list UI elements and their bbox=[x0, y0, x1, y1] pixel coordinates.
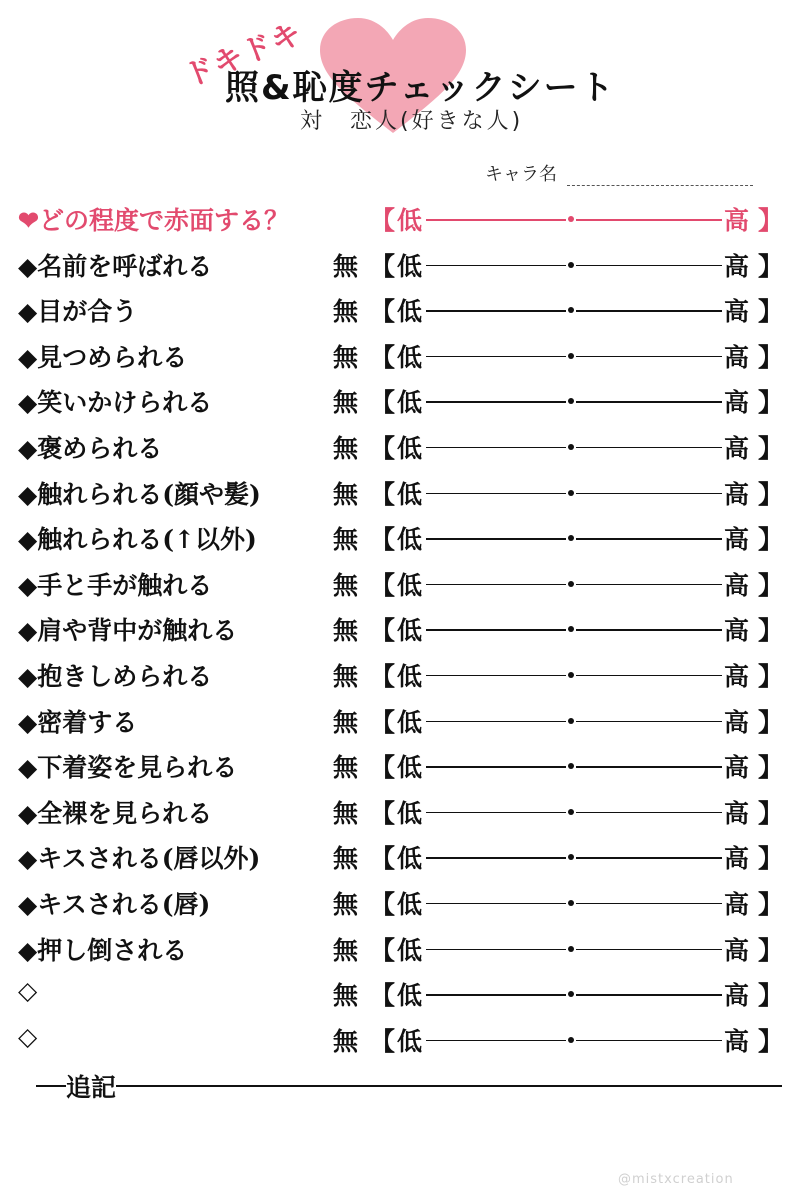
checklist-row bbox=[0, 516, 811, 562]
level-scale[interactable] bbox=[370, 429, 784, 463]
open-bracket: 【 bbox=[370, 661, 396, 691]
checklist-row bbox=[0, 699, 811, 745]
character-name-line[interactable] bbox=[567, 165, 753, 186]
close-bracket: 】 bbox=[758, 570, 784, 600]
close-bracket: 】 bbox=[758, 388, 784, 418]
scale-midpoint[interactable] bbox=[568, 946, 574, 952]
open-bracket: 【 bbox=[370, 342, 396, 372]
scale-line-right[interactable] bbox=[576, 538, 722, 540]
low-label: 低 bbox=[397, 935, 423, 965]
checklist-row bbox=[0, 881, 811, 927]
scale-line-left[interactable] bbox=[426, 1040, 566, 1042]
checklist-row bbox=[0, 653, 811, 699]
scale-line-left[interactable] bbox=[426, 584, 566, 586]
blush-question-row bbox=[0, 197, 811, 243]
dokidoki-label: ドキドキ bbox=[179, 15, 308, 95]
scale-line-left[interactable] bbox=[426, 401, 566, 403]
checklist-row bbox=[0, 243, 811, 289]
high-label: 高 bbox=[724, 661, 750, 691]
open-bracket: 【 bbox=[370, 570, 396, 600]
low-label: 低 bbox=[397, 206, 423, 235]
close-bracket: 】 bbox=[758, 525, 784, 555]
notes-line[interactable] bbox=[116, 1085, 782, 1087]
low-label: 低 bbox=[397, 479, 423, 509]
low-label: 低 bbox=[397, 525, 423, 555]
high-label: 高 bbox=[724, 753, 750, 783]
high-label: 高 bbox=[724, 297, 750, 327]
level-scale[interactable] bbox=[370, 839, 784, 874]
question-label: ◆目が合う bbox=[18, 297, 138, 327]
checklist-row bbox=[0, 379, 811, 425]
scale-line-right[interactable] bbox=[576, 447, 722, 449]
low-label: 低 bbox=[397, 798, 423, 828]
close-bracket: 】 bbox=[758, 844, 784, 874]
page-subtitle: 対 恋人(好きな人) bbox=[300, 109, 524, 134]
checklist-row bbox=[0, 972, 811, 1018]
level-scale[interactable] bbox=[370, 1022, 784, 1056]
none-option[interactable]: 無 bbox=[333, 707, 359, 737]
scale-midpoint[interactable] bbox=[568, 854, 574, 860]
none-option[interactable]: 無 bbox=[333, 661, 359, 691]
level-scale[interactable] bbox=[370, 885, 784, 919]
high-label: 高 bbox=[724, 981, 750, 1011]
scale-midpoint[interactable] bbox=[568, 398, 574, 404]
scale-line-left[interactable] bbox=[426, 949, 566, 951]
low-label: 低 bbox=[397, 707, 423, 737]
level-scale[interactable] bbox=[370, 976, 784, 1011]
none-option[interactable]: 無 bbox=[333, 935, 359, 965]
open-bracket: 【 bbox=[370, 798, 396, 828]
character-name-field[interactable] bbox=[485, 160, 753, 186]
scale-line-right[interactable] bbox=[576, 219, 722, 221]
low-label: 低 bbox=[397, 1026, 423, 1056]
level-scale[interactable] bbox=[370, 703, 784, 737]
none-option[interactable]: 無 bbox=[333, 753, 359, 783]
notes-dash bbox=[36, 1085, 66, 1087]
none-option[interactable]: 無 bbox=[333, 570, 359, 600]
scale-midpoint[interactable] bbox=[568, 1037, 574, 1043]
scale-midpoint[interactable] bbox=[568, 490, 574, 496]
scale-line-right[interactable] bbox=[576, 903, 722, 905]
high-label: 高 bbox=[724, 388, 750, 418]
close-bracket: 】 bbox=[758, 981, 784, 1011]
high-label: 高 bbox=[724, 525, 750, 555]
low-label: 低 bbox=[397, 342, 423, 372]
scale-midpoint[interactable] bbox=[568, 444, 574, 450]
question-label: ◆褒められる bbox=[18, 433, 163, 463]
scale-line-left[interactable] bbox=[426, 265, 566, 267]
none-option[interactable]: 無 bbox=[333, 297, 359, 327]
level-scale[interactable] bbox=[370, 611, 784, 646]
none-option[interactable]: 無 bbox=[333, 479, 359, 509]
high-label: 高 bbox=[724, 479, 750, 509]
low-label: 低 bbox=[397, 844, 423, 874]
open-bracket: 【 bbox=[370, 297, 396, 327]
high-label: 高 bbox=[724, 1026, 750, 1056]
high-label: 高 bbox=[724, 342, 750, 372]
scale-line-right[interactable] bbox=[576, 584, 722, 586]
none-option[interactable]: 無 bbox=[333, 525, 359, 555]
question-label: ◆触れられる(↑以外) bbox=[18, 525, 257, 555]
open-bracket: 【 bbox=[370, 479, 396, 509]
level-scale[interactable] bbox=[370, 566, 784, 600]
low-label: 低 bbox=[397, 388, 423, 418]
checklist bbox=[0, 197, 811, 1063]
question-label: ◆キスされる(唇) bbox=[18, 889, 211, 919]
open-bracket: 【 bbox=[370, 433, 396, 463]
level-scale[interactable] bbox=[370, 247, 784, 281]
close-bracket: 】 bbox=[758, 798, 784, 828]
checklist-row bbox=[0, 562, 811, 608]
scale-line-right[interactable] bbox=[576, 310, 722, 312]
level-scale[interactable] bbox=[370, 292, 784, 327]
high-label: 高 bbox=[724, 707, 750, 737]
none-option[interactable]: 無 bbox=[333, 251, 359, 281]
scale-line-right[interactable] bbox=[576, 265, 722, 267]
question-label: ◇ bbox=[18, 976, 38, 1006]
close-bracket: 】 bbox=[758, 206, 784, 235]
scale-line-left[interactable] bbox=[426, 219, 566, 221]
close-bracket: 】 bbox=[758, 1026, 784, 1056]
open-bracket: 【 bbox=[370, 981, 396, 1011]
scale-midpoint[interactable] bbox=[568, 763, 574, 769]
scale-line-right[interactable] bbox=[576, 766, 722, 768]
none-option[interactable]: 無 bbox=[333, 981, 359, 1011]
open-bracket: 【 bbox=[370, 753, 396, 783]
question-label: ◆触れられる(顔や髪) bbox=[18, 479, 261, 509]
none-option[interactable]: 無 bbox=[333, 798, 359, 828]
scale-line-left[interactable] bbox=[426, 310, 566, 312]
close-bracket: 】 bbox=[758, 251, 784, 281]
low-label: 低 bbox=[397, 889, 423, 919]
question-label: ◆手と手が触れる bbox=[18, 570, 213, 600]
level-scale[interactable] bbox=[370, 383, 784, 418]
open-bracket: 【 bbox=[370, 388, 396, 418]
scale-midpoint[interactable] bbox=[568, 262, 574, 268]
scale-line-right[interactable] bbox=[576, 721, 722, 723]
notes-section[interactable] bbox=[36, 1068, 782, 1104]
none-option[interactable]: 無 bbox=[333, 388, 359, 418]
header bbox=[0, 0, 811, 180]
open-bracket: 【 bbox=[370, 889, 396, 919]
low-label: 低 bbox=[397, 753, 423, 783]
checklist-row bbox=[0, 425, 811, 471]
scale-line-right[interactable] bbox=[576, 949, 722, 951]
level-scale[interactable] bbox=[370, 794, 784, 828]
scale-midpoint[interactable] bbox=[568, 718, 574, 724]
level-scale[interactable] bbox=[370, 475, 784, 509]
open-bracket: 【 bbox=[370, 844, 396, 874]
open-bracket: 【 bbox=[370, 251, 396, 281]
scale-line-right[interactable] bbox=[576, 994, 722, 996]
question-label: ◆肩や背中が触れる bbox=[18, 616, 238, 646]
scale-line-right[interactable] bbox=[576, 675, 722, 677]
scale-line-left[interactable] bbox=[426, 675, 566, 677]
scale-line-right[interactable] bbox=[576, 629, 722, 631]
high-label: 高 bbox=[724, 889, 750, 919]
close-bracket: 】 bbox=[758, 433, 784, 463]
level-scale[interactable] bbox=[370, 201, 784, 235]
scale-line-right[interactable] bbox=[576, 493, 722, 495]
close-bracket: 】 bbox=[758, 297, 784, 327]
scale-line-left[interactable] bbox=[426, 994, 566, 996]
high-label: 高 bbox=[724, 570, 750, 600]
open-bracket: 【 bbox=[370, 1026, 396, 1056]
scale-line-left[interactable] bbox=[426, 766, 566, 768]
none-option[interactable]: 無 bbox=[333, 889, 359, 919]
scale-midpoint[interactable] bbox=[568, 581, 574, 587]
scale-line-left[interactable] bbox=[426, 812, 566, 814]
scale-midpoint[interactable] bbox=[568, 809, 574, 815]
low-label: 低 bbox=[397, 251, 423, 281]
none-option[interactable]: 無 bbox=[333, 433, 359, 463]
low-label: 低 bbox=[397, 570, 423, 600]
open-bracket: 【 bbox=[370, 616, 396, 646]
question-label: ◆キスされる(唇以外) bbox=[18, 844, 261, 874]
high-label: 高 bbox=[724, 206, 750, 235]
low-label: 低 bbox=[397, 433, 423, 463]
scale-line-left[interactable] bbox=[426, 629, 566, 631]
scale-midpoint[interactable] bbox=[568, 216, 574, 222]
checklist-row bbox=[0, 835, 811, 881]
close-bracket: 】 bbox=[758, 342, 784, 372]
level-scale[interactable] bbox=[370, 520, 784, 555]
close-bracket: 】 bbox=[758, 889, 784, 919]
scale-line-left[interactable] bbox=[426, 538, 566, 540]
scale-midpoint[interactable] bbox=[568, 900, 574, 906]
high-label: 高 bbox=[724, 844, 750, 874]
scale-line-right[interactable] bbox=[576, 857, 722, 859]
level-scale[interactable] bbox=[370, 931, 784, 965]
scale-line-left[interactable] bbox=[426, 356, 566, 358]
low-label: 低 bbox=[397, 616, 423, 646]
scale-line-left[interactable] bbox=[426, 903, 566, 905]
none-option[interactable]: 無 bbox=[333, 616, 359, 646]
none-option[interactable]: 無 bbox=[333, 844, 359, 874]
question-label: ❤どの程度で赤面する？ bbox=[18, 206, 289, 235]
scale-midpoint[interactable] bbox=[568, 535, 574, 541]
question-label: ◆押し倒される bbox=[18, 935, 188, 965]
open-bracket: 【 bbox=[370, 525, 396, 555]
close-bracket: 】 bbox=[758, 479, 784, 509]
checklist-row bbox=[0, 471, 811, 517]
low-label: 低 bbox=[397, 297, 423, 327]
close-bracket: 】 bbox=[758, 753, 784, 783]
scale-midpoint[interactable] bbox=[568, 991, 574, 997]
open-bracket: 【 bbox=[370, 206, 396, 235]
question-label: ◆名前を呼ばれる bbox=[18, 251, 213, 281]
high-label: 高 bbox=[724, 616, 750, 646]
close-bracket: 】 bbox=[758, 661, 784, 691]
checklist-row bbox=[0, 927, 811, 973]
scale-line-right[interactable] bbox=[576, 401, 722, 403]
close-bracket: 】 bbox=[758, 935, 784, 965]
scale-line-right[interactable] bbox=[576, 812, 722, 814]
question-label: ◆抱きしめられる bbox=[18, 661, 213, 691]
close-bracket: 】 bbox=[758, 707, 784, 737]
scale-line-left[interactable] bbox=[426, 493, 566, 495]
checklist-row bbox=[0, 790, 811, 836]
none-option[interactable]: 無 bbox=[333, 342, 359, 372]
scale-line-left[interactable] bbox=[426, 447, 566, 449]
checklist-row bbox=[0, 334, 811, 380]
question-label: ◆全裸を見られる bbox=[18, 798, 213, 828]
high-label: 高 bbox=[724, 433, 750, 463]
high-label: 高 bbox=[724, 251, 750, 281]
character-name-label: キャラ名 bbox=[485, 164, 557, 185]
scale-line-left[interactable] bbox=[426, 857, 566, 859]
checklist-row bbox=[0, 288, 811, 334]
scale-midpoint[interactable] bbox=[568, 672, 574, 678]
high-label: 高 bbox=[724, 935, 750, 965]
close-bracket: 】 bbox=[758, 616, 784, 646]
level-scale[interactable] bbox=[370, 338, 784, 372]
scale-midpoint[interactable] bbox=[568, 353, 574, 359]
level-scale[interactable] bbox=[370, 748, 784, 783]
scale-midpoint[interactable] bbox=[568, 626, 574, 632]
notes-label: 追記 bbox=[66, 1073, 117, 1102]
question-label: ◆笑いかけられる bbox=[18, 388, 213, 418]
question-label: ◇ bbox=[18, 1021, 38, 1051]
open-bracket: 【 bbox=[370, 935, 396, 965]
scale-line-right[interactable] bbox=[576, 1040, 722, 1042]
none-option[interactable]: 無 bbox=[333, 1026, 359, 1056]
low-label: 低 bbox=[397, 661, 423, 691]
question-label: ◆密着する bbox=[18, 707, 138, 737]
low-label: 低 bbox=[397, 981, 423, 1011]
checklist-row bbox=[0, 1018, 811, 1064]
question-label: ◆下着姿を見られる bbox=[18, 753, 238, 783]
checklist-row bbox=[0, 607, 811, 653]
question-label: ◆見つめられる bbox=[18, 342, 188, 372]
page-title: 照&恥度チェックシート bbox=[225, 68, 616, 108]
open-bracket: 【 bbox=[370, 707, 396, 737]
level-scale[interactable] bbox=[370, 657, 784, 691]
scale-line-right[interactable] bbox=[576, 356, 722, 358]
checklist-row bbox=[0, 744, 811, 790]
scale-midpoint[interactable] bbox=[568, 307, 574, 313]
scale-line-left[interactable] bbox=[426, 721, 566, 723]
credit-watermark: @mistxcreation bbox=[618, 1172, 734, 1187]
high-label: 高 bbox=[724, 798, 750, 828]
